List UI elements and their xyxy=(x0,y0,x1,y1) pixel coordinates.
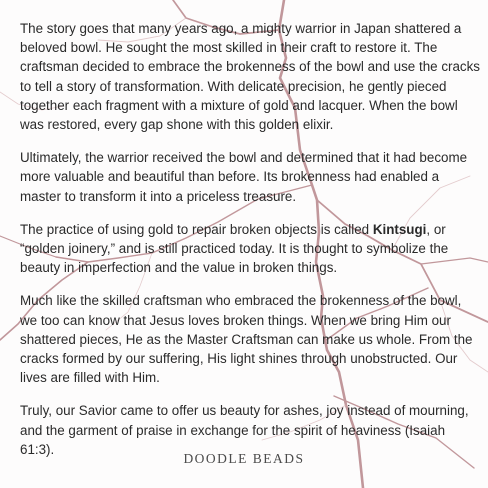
kintsugi-text-before: The practice of using gold to repair broken objects is called xyxy=(20,221,373,237)
paragraph-kintsugi-definition xyxy=(20,220,480,278)
story-text xyxy=(20,19,480,473)
brand-footer: DOODLE BEADS xyxy=(183,451,305,466)
kintsugi-term: Kintsugi xyxy=(372,221,427,237)
paragraph-story-intro: The story goes that many years ago, a mighty warrior in Japan shattered a beloved bowl. He sought the most skilled in their craft to restore it. The craftsman decided to embrace the brokenness of the bowl and use the cracks to tell a story of transformation. With delicate precision, he gently pieced together each fragment with a mixture of gold and lacquer. When the bowl was restored, every gap shone with this golden elixir. xyxy=(20,21,481,133)
kintsugi-text-after: , or “golden joinery,” and is still practiced today. It is thought to symbolize the beauty in imperfection and the value in broken things. xyxy=(20,221,449,276)
paragraph-master-craftsman: Much like the skilled craftsman who embraced the brokenness of the bowl, we too can know that Jesus loves broken things. When we bring Him our shattered pieces, He as the Master Craftsman can make us whole. From the cracks formed by our suffering, His light shines through unobstructed. Our lives are filled with Him. xyxy=(20,293,473,386)
paragraph-warrior-outcome: Ultimately, the warrior received the bowl and determined that it had become more valuable and beautiful than before. Its brokenness had enabled a master to transform it into a priceless treasure. xyxy=(20,150,468,204)
paragraph-beauty-for-ashes: Truly, our Savior came to offer us beauty for ashes, joy instead of mourning, and the garment of praise in exchange for the spirit of heaviness (Isaiah 61:3). xyxy=(20,403,469,457)
